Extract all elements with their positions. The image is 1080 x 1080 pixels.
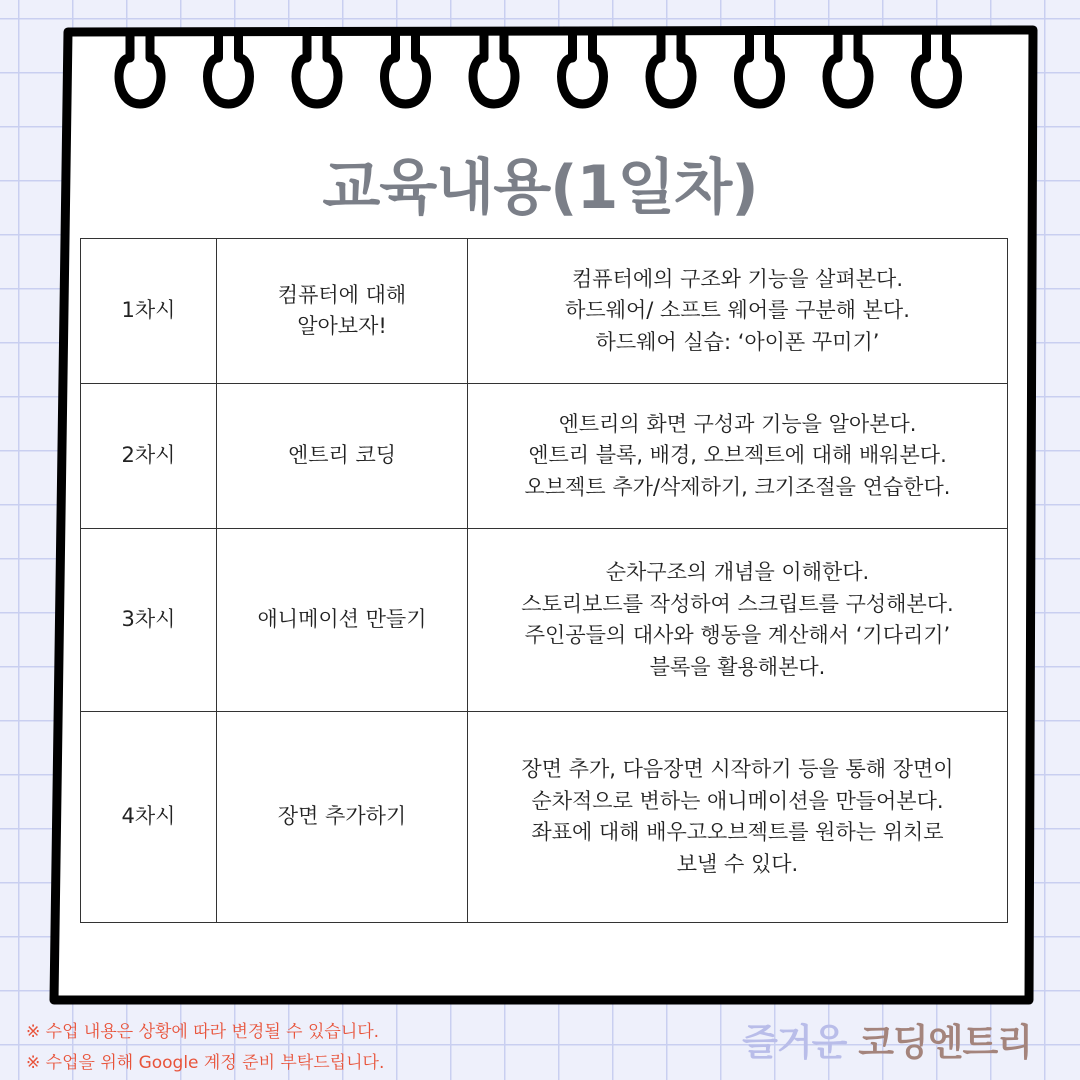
topic-line: 장면 추가하기: [277, 804, 407, 829]
session-cell: 4차시: [81, 712, 217, 923]
detail-line: 순차구조의 개념을 이해한다.: [605, 560, 870, 584]
table-row: [81, 712, 1008, 923]
curriculum-table: [80, 238, 1008, 923]
detail-line: 블록을 활용해본다.: [649, 654, 826, 679]
detail-line: 컴퓨터에의 구조와 기능을 살펴본다.: [572, 266, 903, 291]
detail-line: 엔트리 블록, 배경, 오브젝트에 대해 배워본다.: [528, 443, 947, 468]
session-cell: 3차시: [81, 529, 217, 712]
notice-text: ※ 수업을 위해 Google 계정 준비 부탁드립니다.: [26, 1053, 385, 1073]
details-cell: [468, 712, 1008, 923]
detail-line: 주인공들의 대사와 행동을 계산해서 ‘기다리기’: [524, 623, 951, 647]
topic-cell: [217, 529, 468, 712]
topic-line: 엔트리 코딩: [287, 443, 397, 468]
detail-line: 하드웨어/ 소프트 웨어를 구분해 본다.: [565, 298, 910, 323]
topic-line: 컴퓨터에 대해: [277, 282, 407, 307]
topic-line: 알아보자!: [297, 314, 387, 338]
topic-cell: [217, 384, 468, 529]
detail-line: 스토리보드를 작성하여 스크립트를 구성해본다.: [521, 591, 954, 616]
page-title: 교육내용(1일차): [322, 153, 758, 223]
details-cell: [468, 239, 1008, 384]
table-row: [81, 529, 1008, 712]
table-row: [81, 239, 1008, 384]
detail-line: 보낼 수 있다.: [676, 851, 799, 876]
brand-logo: [742, 1012, 1032, 1066]
topic-cell: [217, 712, 468, 923]
detail-line: 오브젝트 추가/삭제하기, 크기조절을 연습한다.: [524, 474, 951, 499]
detail-line: 좌표에 대해 배우고오브젝트를 원하는 위치로: [531, 820, 944, 844]
detail-line: 장면 추가, 다음장면 시작하기 등을 통해 장면이: [521, 757, 954, 781]
session-cell: 2차시: [81, 384, 217, 529]
notice-text: ※ 수업 내용은 상황에 따라 변경될 수 있습니다.: [26, 1022, 380, 1042]
details-cell: [468, 384, 1008, 529]
brand-part-1: 즐거운: [742, 1021, 847, 1064]
table-row: [81, 384, 1008, 529]
detail-line: 순차적으로 변하는 애니메이션을 만들어본다.: [531, 788, 944, 813]
topic-line: 애니메이션 만들기: [257, 607, 427, 632]
detail-line: 하드웨어 실습: ‘아이폰 꾸미기’: [595, 329, 880, 354]
brand-part-2: 코딩엔트리: [858, 1021, 1032, 1064]
details-cell: [468, 529, 1008, 712]
topic-cell: [217, 239, 468, 384]
detail-line: 엔트리의 화면 구성과 기능을 알아본다.: [558, 411, 917, 436]
session-cell: 1차시: [81, 239, 217, 384]
